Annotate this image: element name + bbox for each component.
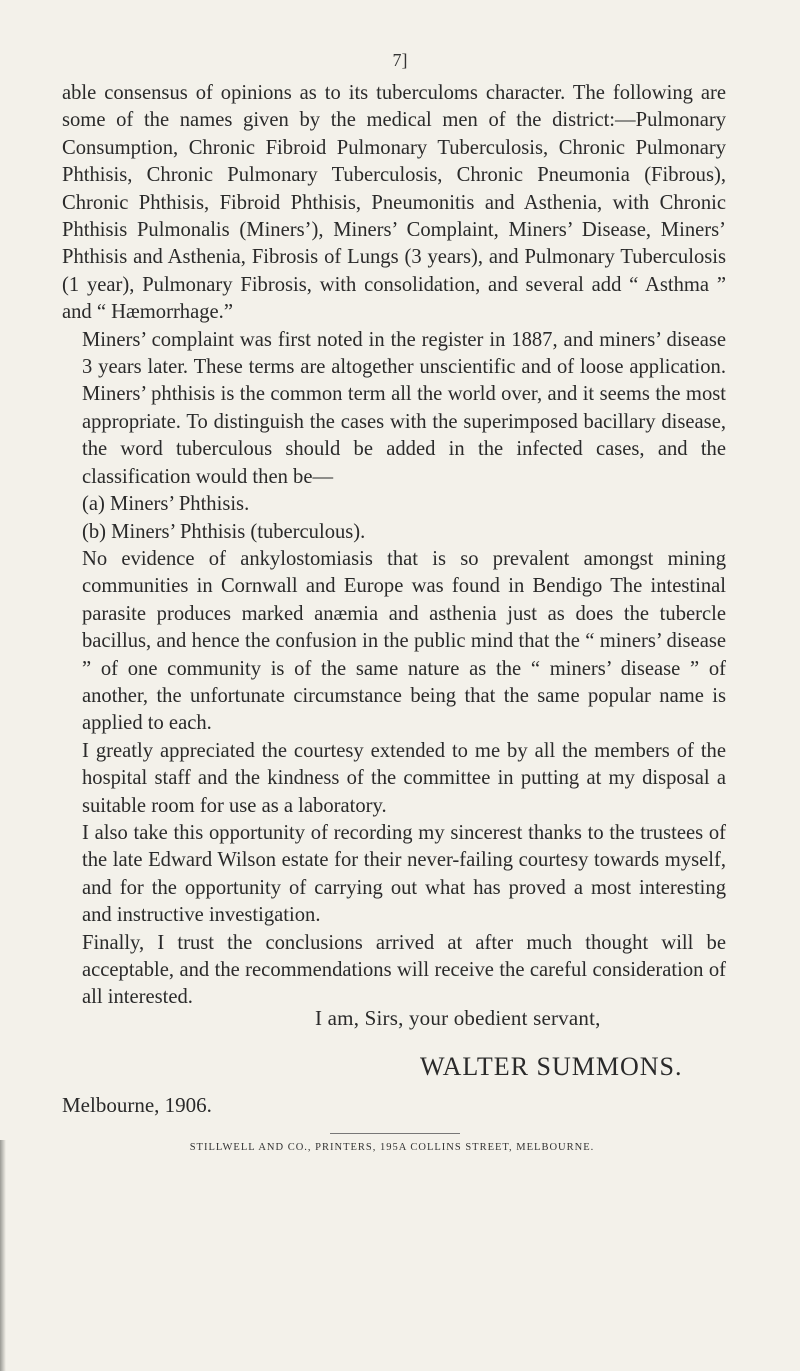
author-signature: WALTER SUMMONS. [420,1052,683,1081]
paragraph-ankylostomiasis: No evidence of ankylostomiasis that is so prevalent amongst mining communities in Cornwall and Europe was found in Bendigo The intestinal parasite produces marked anæmia and asthenia just as does the tubercle bacillus, and hence the confusion in the public mind that the “ miners’ disease ” of one community is of the same nature as the “ miners’ disease ” of another, the unfortunate circumstance being that the same popular name is applied to each. [82,547,726,735]
classification-item-a: (a) Miners’ Phthisis. [82,493,250,516]
paragraph-continuation: able consensus of opinions as to its tuberculoms character. The following are some of the names given by the medical men of the district:—Pulmonary Consumption, Chronic Fibroid Pulmonary Tuberculosis, Chronic Pulmonary Phthisis, Chronic Pulmonary Tuberculosis, Chronic Pneumonia (Fibrous), Chronic Phthisis, Fibroid Phthisis, Pneumonitis and Asthenia, with Chronic Phthisis Pulmonalis (Miners’), Miners’ Complaint, Miners’ Disease, Miners’ Phthisis and Asthenia, Fibrosis of Lungs (3 years), and Pulmonary Tuberculosis (1 year), Pulmonary Fibrosis, with consolidation, and several add “ Asthma ” and “ Hæmorrhage.” [62,82,726,324]
paragraph-miners-complaint: Miners’ complaint was first noted in the register in 1887, and miners’ disease 3 years later. These terms are altogether unscientific and of loose application. Miners’ phthisis is the common term all the world over, and it seems the most appropriate. To distinguish the cases with the superimposed bacillary disease, the word tuberculous should be added in the infected cases, and the classification would then be— [82,328,726,488]
page-edge-shadow [0,1140,6,1371]
closing-salutation: I am, Sirs, your obedient servant, [315,1006,601,1030]
divider [330,1133,460,1134]
paragraph-hospital-thanks: I greatly appreciated the courtesy extended to me by all the members of the hospital staff and the kindness of the committee in putting at my disposal a suitable room for use as a laboratory. [82,739,726,817]
paragraph-trustees-thanks: I also take this opportunity of recording my sincerest thanks to the trustees of the late Edward Wilson estate for their never-failing courtesy towards myself, and for the opportunity of carrying out what has proved a most interesting and instructive investigation. [82,821,726,927]
body-text [62,80,726,1012]
page-number: 7] [392,50,408,70]
printer-imprint: STILLWELL AND CO., PRINTERS, 195A COLLINS STREET, MELBOURNE. [189,1142,595,1153]
place-date: Melbourne, 1906. [62,1093,212,1117]
paragraph-conclusion: Finally, I trust the conclusions arrived at after much thought will be acceptable, and the recommendations will receive the careful consideration of all interested. [82,931,726,1009]
classification-item-b: (b) Miners’ Phthisis (tuberculous). [82,520,366,543]
